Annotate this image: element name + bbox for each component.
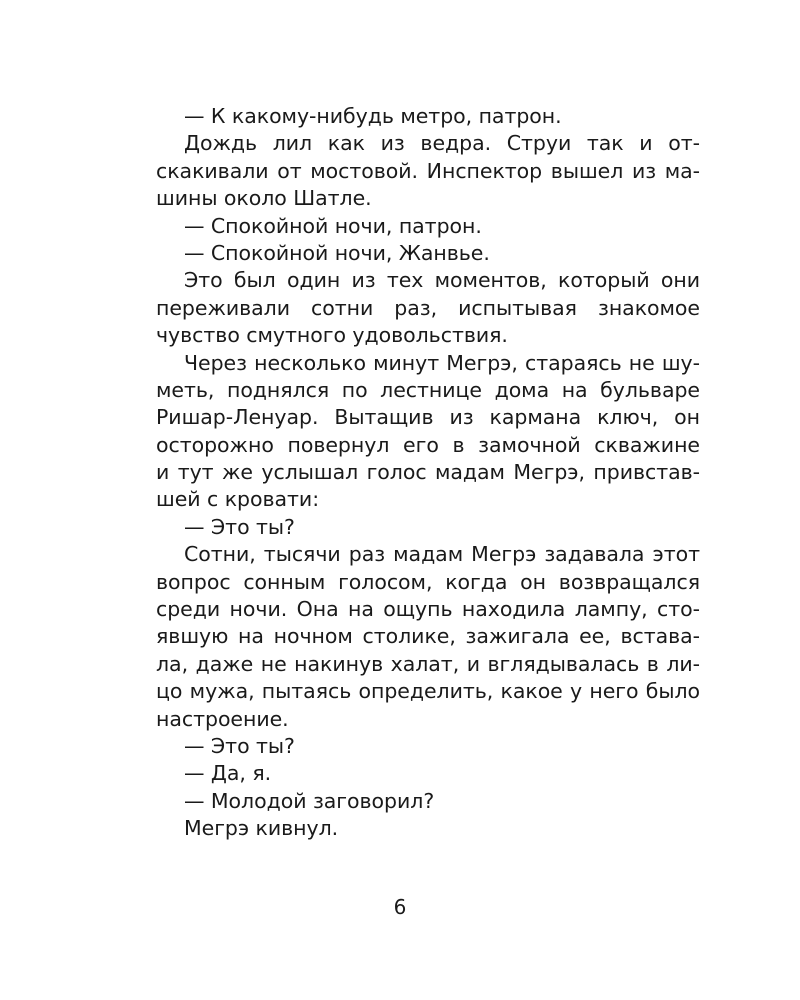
text-line: — Спокойной ночи, Жанвье. bbox=[184, 240, 490, 265]
text-line: — Да, я. bbox=[184, 761, 272, 786]
body-text bbox=[156, 103, 700, 843]
text-line: шины около Шатле. bbox=[156, 186, 372, 211]
text-line: явшую на ночном столике, зажигала ее, встава- bbox=[156, 624, 700, 649]
text-line: ла, даже не накинув халат, и вглядывалась в ли- bbox=[156, 651, 700, 676]
text-line: переживали сотни раз, испытывая знакомое bbox=[156, 295, 700, 320]
text-line: Сотни, тысячи раз мадам Мегрэ задавала этот bbox=[184, 542, 700, 567]
text-line: — Спокойной ночи, патрон. bbox=[184, 213, 482, 238]
text-line: меть, поднялся по лестнице дома на бульваре bbox=[156, 377, 700, 402]
page-number: 6 bbox=[393, 895, 407, 919]
text-line: и тут же услышал голос мадам Мегрэ, привстав- bbox=[156, 460, 700, 485]
text-line: Через несколько минут Мегрэ, стараясь не шу- bbox=[184, 350, 700, 375]
text-line: цо мужа, пытаясь определить, какое у него было bbox=[156, 679, 700, 704]
text-line: осторожно повернул его в замочной скважине bbox=[156, 432, 700, 457]
text-line: вопрос сонным голосом, когда он возвращался bbox=[156, 569, 700, 594]
text-line: чувство смутного удовольствия. bbox=[156, 323, 508, 348]
text-line: — К какому-нибудь метро, патрон. bbox=[184, 104, 562, 128]
text-line: — Это ты? bbox=[184, 514, 295, 539]
text-line: — Это ты? bbox=[184, 733, 295, 758]
text-line: скакивали от мостовой. Инспектор вышел из ма- bbox=[156, 158, 700, 183]
text-line: Дождь лил как из ведра. Струи так и от- bbox=[184, 131, 700, 156]
text-line: настроение. bbox=[156, 706, 289, 731]
text-line: Мегрэ кивнул. bbox=[184, 816, 339, 841]
text-line: — Молодой заговорил? bbox=[184, 788, 435, 813]
text-line: среди ночи. Она на ощупь находила лампу, сто- bbox=[156, 597, 700, 622]
text-line: Это был один из тех моментов, который они bbox=[184, 268, 700, 293]
text-line: Ришар-Ленуар. Вытащив из кармана ключ, он bbox=[156, 405, 700, 430]
text-line: шей с кровати: bbox=[156, 487, 320, 512]
